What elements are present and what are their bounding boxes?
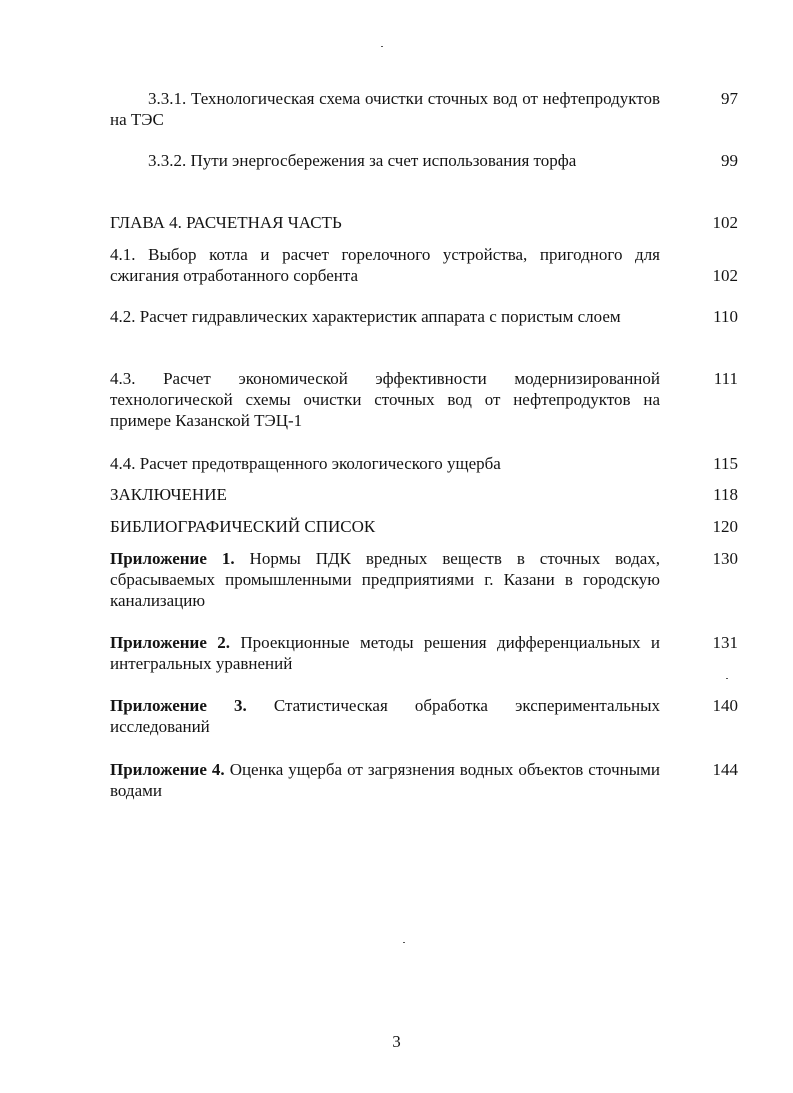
toc-entry-page: 118 [713,485,738,504]
toc-entry-appendix-1 [110,548,738,611]
toc-entry-text: 4.1. Выбор котла и расчет горелочного устройства, пригодного для сжигания отработанного сорбента [110,245,660,285]
toc-entry-appendix-3 [110,695,738,737]
appendix-label: Приложение 1. [110,549,235,568]
toc-entry-page: 97 [721,89,738,108]
toc-entry-page: 102 [712,213,738,232]
toc-entry-3-3-2 [110,150,738,171]
appendix-title: Нормы ПДК вредных веществ в сточных водах, сбрасываемых промышленными предприятиями г. Казани в городскую канализацию [110,549,661,610]
appendix-title: Статистическая обработка экспериментальных исследований [110,696,661,736]
toc-entry-page: 140 [712,696,738,715]
toc-entry-text: 4.4. Расчет предотвращенного экологического ущерба [110,454,501,473]
toc-entry-text: 4.3. Расчет экономической эффективности модернизированной технологической схемы очистки сточных вод от нефтепродуктов на примере Казанской ТЭЦ-1 [110,369,660,430]
toc-entry-page: 111 [713,369,738,388]
toc-entry-4-3 [110,368,738,431]
toc-entry-text: ЗАКЛЮЧЕНИЕ [110,485,227,504]
toc-entry-page: 110 [713,307,738,326]
toc-entry-4-1 [110,244,738,286]
appendix-label: Приложение 3. [110,696,247,715]
toc-entry-text: 3.3.1. Технологическая схема очистки сточных вод от нефтепродуктов на ТЭС [110,89,660,129]
scan-speck [726,678,728,679]
appendix-label: Приложение 4. [110,760,225,779]
toc-entry-text [110,759,660,801]
toc-entry-page: 120 [712,517,738,536]
toc-entry-page: 131 [712,633,738,652]
toc-entry-page: 144 [712,760,738,779]
toc-entry-page: 99 [721,151,738,170]
toc-entry-page: 130 [712,549,738,568]
toc-entry-bibliography [110,516,738,537]
toc-entry-text [110,695,660,737]
toc-entry-page: 102 [712,266,738,285]
appendix-title: Оценка ущерба от загрязнения водных объектов сточными водами [110,760,661,800]
appendix-title: Проекционные методы решения дифференциальных и интегральных уравнений [110,633,661,673]
toc-entry-page: 115 [713,454,738,473]
toc-entry-text: 4.2. Расчет гидравлических характеристик аппарата с пористым слоем [110,307,621,326]
toc-entry-text [110,632,660,674]
toc-entry-text [110,548,660,611]
scan-speck [381,46,383,47]
toc-entry-appendix-2 [110,632,738,674]
appendix-label: Приложение 2. [110,633,231,652]
toc-entry-4-4 [110,453,738,474]
toc-entry-text: 3.3.2. Пути энергосбережения за счет использования торфа [148,151,577,170]
toc-entry-text: ГЛАВА 4. РАСЧЕТНАЯ ЧАСТЬ [110,213,342,232]
toc-entry-chapter-4 [110,212,738,233]
toc-entry-text: БИБЛИОГРАФИЧЕСКИЙ СПИСОК [110,517,376,536]
toc-entry-appendix-4 [110,759,738,801]
toc-entry-conclusion [110,484,738,505]
toc-entry-3-3-1 [110,88,738,130]
page-number: 3 [392,1032,401,1051]
toc-entry-4-2 [110,306,738,327]
scan-speck [403,942,405,943]
